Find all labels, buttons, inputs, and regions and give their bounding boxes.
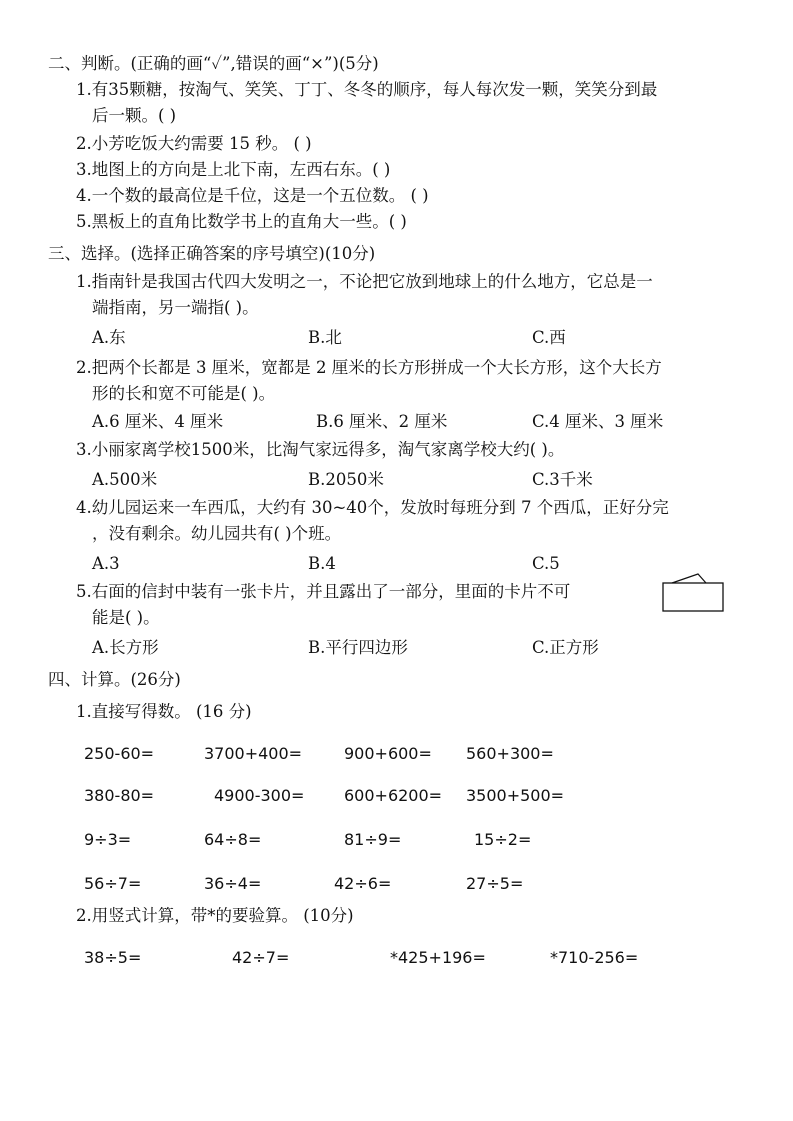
calc-item: 3500+500= [466,786,565,805]
judge-question-3: 3.地图上的方向是上北下南，左西右东。( ) [76,160,391,179]
calc-item: 42÷6= [334,874,392,893]
calc-item: 56÷7= [84,874,142,893]
choice-question-1-line1: 1.指南针是我国古代四大发明之一，不论把它放到地球上的什么地方，它总是一 [76,272,653,291]
choice-4-option-c: C.5 [532,554,560,573]
choice-5-option-a: A.长方形 [92,638,159,657]
calc-item: 36÷4= [204,874,262,893]
choice-3-option-b: B.2050米 [308,470,384,489]
vertical-calc-item: 38÷5= [84,948,142,967]
calc-item: 64÷8= [204,830,262,849]
judge-question-1-line2: 后一颗。( ) [92,106,177,125]
calc-item: 900+600= [344,744,432,763]
card-corner-outline [672,574,706,583]
choice-question-2-line2: 形的长和宽不可能是( )。 [92,384,276,403]
calc-part-2-title: 2.用竖式计算，带*的要验算。 (10分) [76,906,354,925]
judge-question-5: 5.黑板上的直角比数学书上的直角大一些。( ) [76,212,407,231]
envelope-with-card-figure [660,572,726,614]
choice-question-5-line2: 能是( )。 [92,608,160,627]
calc-part-1-title: 1.直接写得数。 (16 分) [76,702,252,721]
calc-item: 81÷9= [344,830,402,849]
choice-1-option-a: A.东 [92,328,126,347]
choice-2-option-a: A.6 厘米、4 厘米 [92,412,224,431]
judge-question-1-line1: 1.有35颗糖，按淘气、笑笑、丁丁、冬冬的顺序，每人每次发一颗，笑笑分到最 [76,80,658,99]
choice-question-4-line1: 4.幼儿园运来一车西瓜，大约有 30~40个，发放时每班分到 7 个西瓜，正好分完 [76,498,669,517]
choice-question-5-line1: 5.右面的信封中装有一张卡片，并且露出了一部分，里面的卡片不可 [76,582,571,601]
calc-item: 3700+400= [204,744,303,763]
choice-1-option-c: C.西 [532,328,566,347]
calc-item: 250-60= [84,744,155,763]
choice-5-option-b: B.平行四边形 [308,638,408,657]
calc-item: 600+6200= [344,786,443,805]
calc-item: 9÷3= [84,830,132,849]
envelope-outline [663,583,723,611]
choice-3-option-a: A.500米 [92,470,158,489]
calc-item: 4900-300= [214,786,305,805]
choice-3-option-c: C.3千米 [532,470,593,489]
choice-question-3: 3.小丽家离学校1500米，比淘气家远得多，淘气家离学校大约( )。 [76,440,565,459]
choice-question-4-line2: ，没有剩余。幼儿园共有( )个班。 [92,524,342,543]
vertical-calc-item: *425+196= [390,948,486,967]
judge-question-2: 2.小芳吃饭大约需要 15 秒。 ( ) [76,134,312,153]
calc-item: 380-80= [84,786,155,805]
calc-item: 560+300= [466,744,554,763]
choice-5-option-c: C.正方形 [532,638,599,657]
choice-question-2-line1: 2.把两个长都是 3 厘米，宽都是 2 厘米的长方形拼成一个大长方形，这个大长方 [76,358,662,377]
calc-item: 27÷5= [466,874,524,893]
section-4-heading: 四、计算。(26分) [48,670,181,689]
choice-1-option-b: B.北 [308,328,342,347]
judge-question-4: 4.一个数的最高位是千位，这是一个五位数。 ( ) [76,186,429,205]
choice-2-option-b: B.6 厘米、2 厘米 [316,412,448,431]
vertical-calc-item: *710-256= [550,948,639,967]
section-2-heading: 二、判断。(正确的画“✓”,错误的画“×”)(5分) [48,54,379,73]
choice-4-option-b: B.4 [308,554,336,573]
calc-item: 15÷2= [474,830,532,849]
choice-question-1-line2: 端指南，另一端指( )。 [92,298,259,317]
choice-4-option-a: A.3 [92,554,120,573]
section-3-heading: 三、选择。(选择正确答案的序号填空)(10分) [48,244,376,263]
choice-2-option-c: C.4 厘米、3 厘米 [532,412,664,431]
vertical-calc-item: 42÷7= [232,948,290,967]
